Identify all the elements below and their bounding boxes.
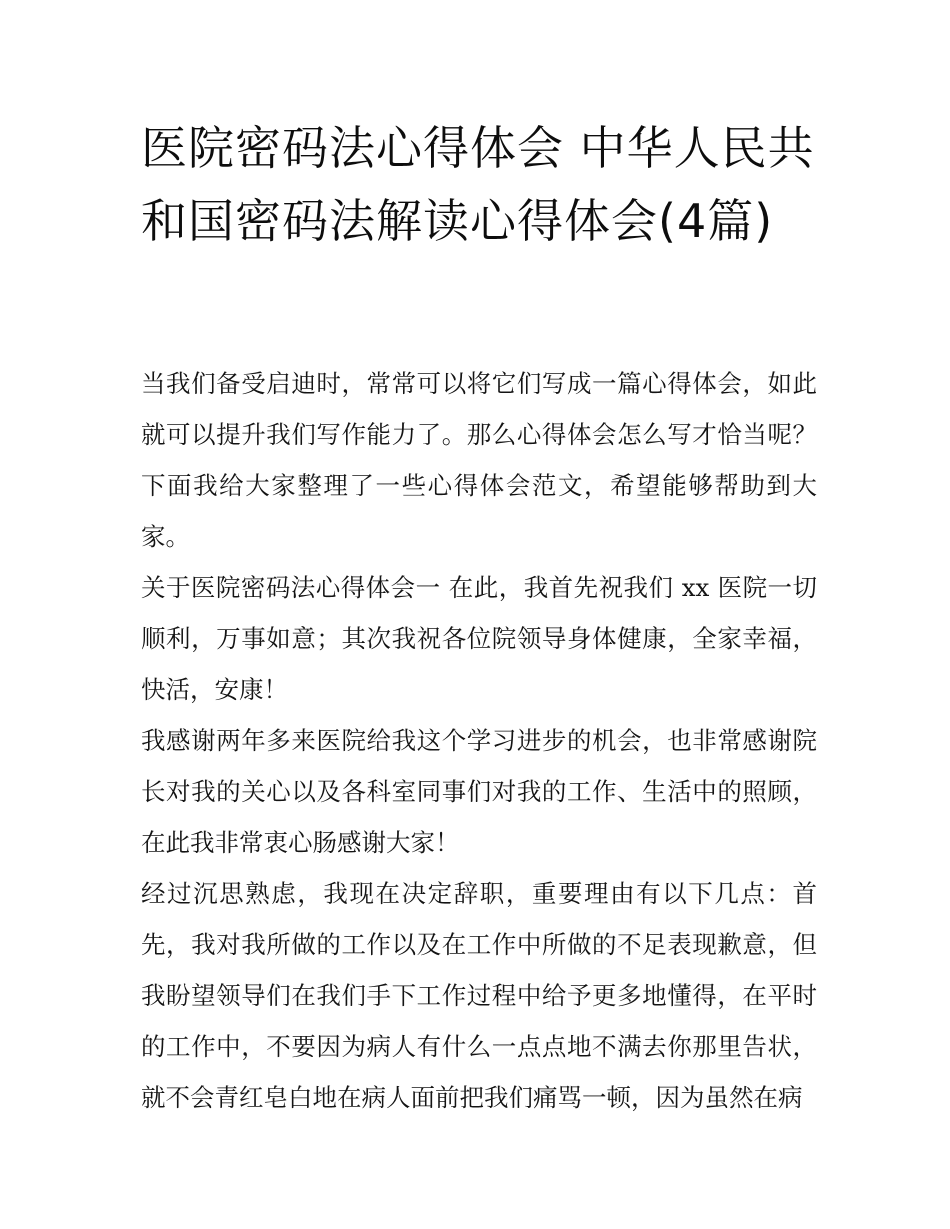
paragraph: 经过沉思熟虑，我现在决定辞职，重要理由有以下几点：首先，我对我所做的工作以及在工作中所做的不足表现歉意，但我盼望领导们在我们手下工作过程中给予更多地懂得，在平时的工作中，不要因为病人有什么一点点地不满去你那里告状，就不会青红皂白地在病人面前把我们痛骂一顿，因为虽然在病 [141, 879, 817, 1112]
paragraph: 当我们备受启迪时，常常可以将它们写成一篇心得体会，如此就可以提升我们写作能力了。那么心得体会怎么写才恰当呢？下面我给大家整理了一些心得体会范文，希望能够帮助到大家。 [141, 369, 817, 551]
document-body [141, 358, 817, 1123]
paragraph: 关于医院密码法心得体会一 在此，我首先祝我们 xx 医院一切顺利，万事如意；其次我祝各位院领导身体健康，全家幸福，快活，安康！ [141, 573, 817, 704]
paragraph: 我感谢两年多来医院给我这个学习进步的机会，也非常感谢院长对我的关心以及各科室同事们对我的工作、生活中的照顾，在此我非常衷心肠感谢大家！ [141, 726, 817, 857]
document-title: 医院密码法心得体会 中华人民共和国密码法解读心得体会(4篇) [141, 121, 815, 248]
